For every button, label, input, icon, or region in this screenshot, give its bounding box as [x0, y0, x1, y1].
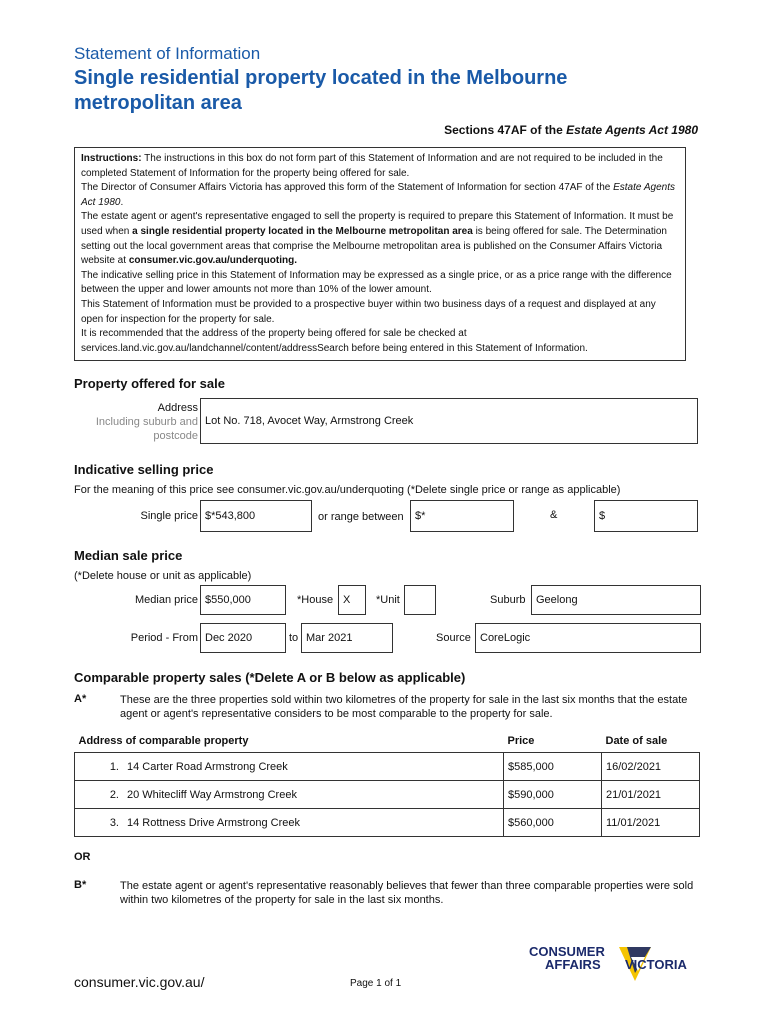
- period-from-field[interactable]: Dec 2020: [200, 623, 286, 653]
- instructions-p3a: The estate agent or agent's representative engaged to sell the property is required to prepare this Statement of Information. It must be used when: [81, 211, 674, 237]
- sections-reference: [444, 123, 698, 137]
- page-number: Page 1 of 1: [350, 978, 402, 989]
- document-subtitle: Statement of Information: [74, 44, 261, 63]
- row-number: 2.: [75, 781, 124, 809]
- period-to-label: to: [289, 632, 299, 644]
- source-label: Source: [436, 632, 471, 644]
- address-field[interactable]: Lot No. 718, Avocet Way, Armstrong Creek: [200, 398, 698, 444]
- median-price-label: Median price: [135, 594, 198, 606]
- single-price-label: Single price: [140, 510, 198, 522]
- indicative-heading: Indicative selling price: [74, 462, 214, 477]
- property-heading: Property offered for sale: [74, 376, 225, 391]
- period-from-label: Period - From: [130, 632, 198, 644]
- row-address[interactable]: 14 Carter Road Armstrong Creek: [123, 753, 504, 781]
- table-header-row: [75, 730, 700, 753]
- instructions-p2-text: The Director of Consumer Affairs Victoria has approved this form of the Statement of Information for section 47AF of the: [81, 182, 614, 194]
- document-title: Single residential property located in the Melbourne metropolitan area: [74, 67, 568, 114]
- instructions-p4: The indicative selling price in this Statement of Information may be expressed as a single price, or as a price range with the difference between the upper and lower amounts not more than 10% of the lower amount.: [81, 269, 672, 296]
- row-date[interactable]: 21/01/2021: [602, 781, 700, 809]
- range-ampersand: &: [550, 509, 558, 521]
- instructions-label: Instructions:: [81, 153, 142, 164]
- underquoting-link[interactable]: consumer.vic.gov.au/underquoting.: [128, 255, 297, 267]
- logo-text-consumer: CONSUMER: [529, 944, 605, 959]
- table-row: [75, 809, 700, 837]
- address-label-line1: Address: [157, 402, 198, 414]
- instructions-p1-text: The instructions in this box do not form part of this Statement of Information and are not required to be included in the completed Statement of Information for the property being offered for sale.: [81, 153, 663, 179]
- comparable-table: [74, 730, 700, 837]
- address-label: [74, 401, 198, 443]
- instructions-p3b: is being offered for sale. The Determination setting out the local government areas that comprise the Melbourne metropolitan area is published on the Consumer Affairs Victoria website at: [81, 225, 667, 267]
- logo-text-victoria: VICTORIA: [625, 957, 687, 972]
- instructions-p3-bold: a single residential property located in the Melbourne metropolitan area: [132, 225, 473, 237]
- row-date[interactable]: 16/02/2021: [602, 753, 700, 781]
- sections-act: Estate Agents Act 1980: [566, 123, 698, 137]
- period-to-field[interactable]: Mar 2021: [301, 623, 393, 653]
- row-price[interactable]: $585,000: [504, 753, 602, 781]
- col-address-header: Address of comparable property: [78, 735, 249, 747]
- footer-url[interactable]: consumer.vic.gov.au/: [74, 974, 205, 990]
- row-price[interactable]: $560,000: [504, 809, 602, 837]
- table-row: [75, 753, 700, 781]
- instructions-p2-end: .: [120, 196, 124, 208]
- single-price-field[interactable]: $*543,800: [200, 500, 312, 532]
- option-a-label: A*: [74, 693, 87, 705]
- house-checkbox[interactable]: X: [338, 585, 366, 615]
- row-number: 3.: [75, 809, 124, 837]
- col-price-header: Price: [507, 735, 535, 747]
- suburb-label: Suburb: [490, 594, 526, 606]
- instructions-box: [74, 147, 686, 361]
- instructions-p2-act: Estate Agents Act 1980: [81, 182, 675, 208]
- suburb-field[interactable]: Geelong: [531, 585, 701, 615]
- median-price-field[interactable]: $550,000: [200, 585, 286, 615]
- address-label-line3: postcode: [153, 430, 198, 442]
- row-number: 1.: [75, 753, 124, 781]
- instructions-p3: [81, 210, 679, 268]
- unit-checkbox[interactable]: [404, 585, 436, 615]
- sections-prefix: Sections 47AF of the: [444, 123, 567, 137]
- range-label: or range between: [318, 511, 404, 523]
- option-b-label: B*: [74, 879, 87, 891]
- instructions-p1: [81, 152, 679, 181]
- row-address[interactable]: 20 Whitecliff Way Armstrong Creek: [123, 781, 504, 809]
- instructions-p6: It is recommended that the address of the property being offered for sale be checked at services.land.vic.gov.au/landchannel/content/addressSearch before being entered in this Statement of Information.: [81, 328, 588, 354]
- median-heading: Median sale price: [74, 548, 183, 563]
- col-date-header: Date of sale: [605, 735, 668, 747]
- table-row: [75, 781, 700, 809]
- consumer-affairs-victoria-logo: [527, 943, 703, 993]
- indicative-note: For the meaning of this price see consumer.vic.gov.au/underquoting (*Delete single price or range as applicable): [74, 484, 621, 496]
- row-date[interactable]: 11/01/2021: [602, 809, 700, 837]
- address-label-line2: Including suburb and: [95, 416, 198, 428]
- source-field[interactable]: CoreLogic: [475, 623, 701, 653]
- row-address[interactable]: 14 Rottness Drive Armstrong Creek: [123, 809, 504, 837]
- row-price[interactable]: $590,000: [504, 781, 602, 809]
- range-high-field[interactable]: $: [594, 500, 698, 532]
- instructions-p5: This Statement of Information must be provided to a prospective buyer within two business days of a request and displayed at any open for inspection for the property for sale.: [81, 298, 656, 325]
- house-label: *House: [297, 594, 334, 606]
- range-low-field[interactable]: $*: [410, 500, 514, 532]
- unit-label: *Unit: [376, 594, 400, 606]
- option-b-text: The estate agent or agent's representative reasonably believes that fewer than three comparable properties were sold within two kilometres of the property for sale in the last six months.: [120, 880, 694, 906]
- or-label: OR: [74, 851, 91, 863]
- logo-text-affairs: AFFAIRS: [545, 957, 601, 972]
- instructions-p2: [81, 181, 679, 210]
- option-a-text: These are the three properties sold within two kilometres of the property for sale in the last six months that the estate agent or agent's representative considers to be most comparable to the property for sale.: [120, 694, 688, 720]
- comparable-heading: Comparable property sales (*Delete A or B below as applicable): [74, 670, 466, 685]
- median-note: (*Delete house or unit as applicable): [74, 570, 252, 582]
